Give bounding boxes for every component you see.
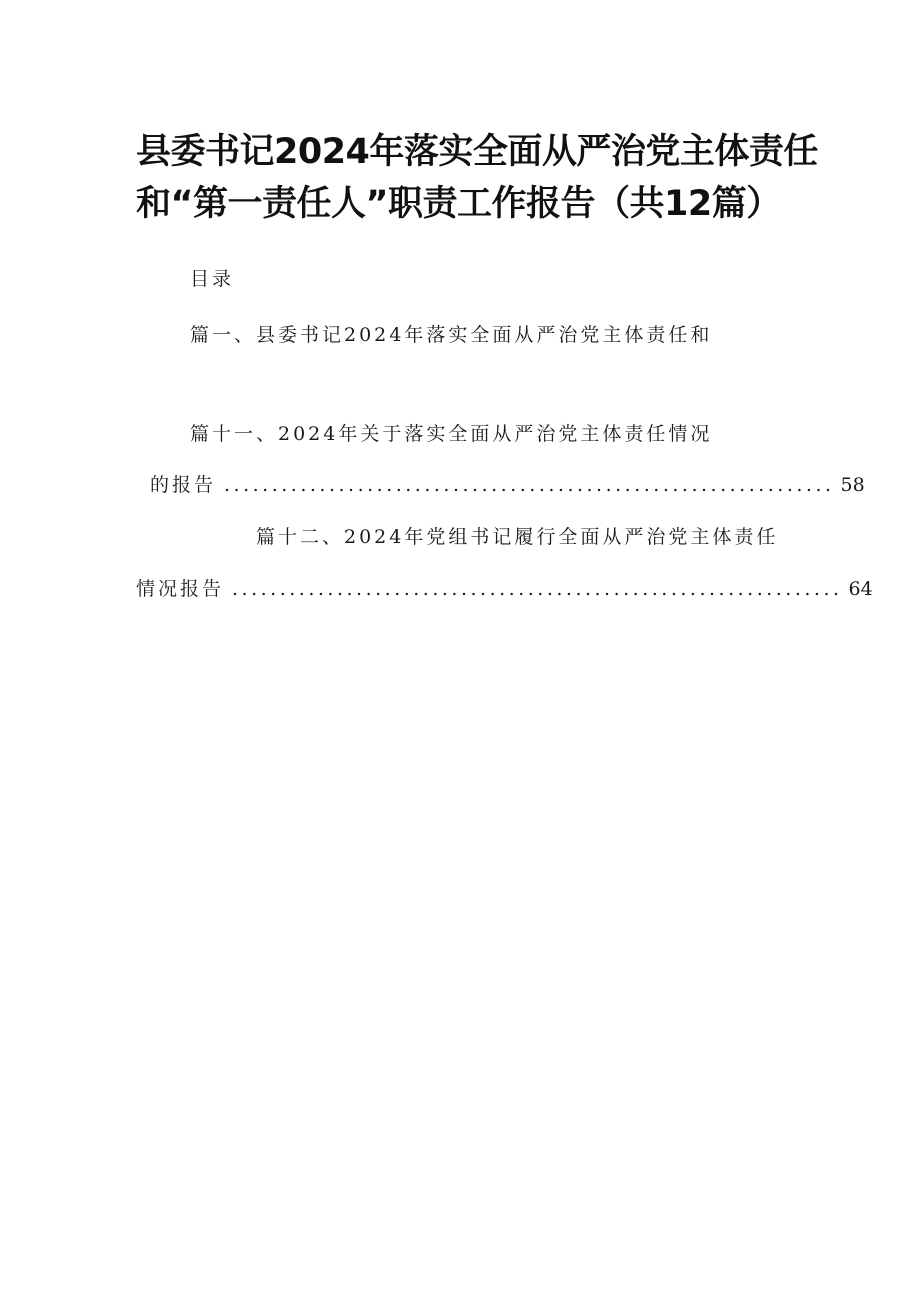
toc-page-number: 58: [840, 474, 865, 496]
title-line-1: 县委书记2024年落实全面从严治党主体责任: [136, 132, 818, 172]
document-title: [136, 126, 816, 230]
toc-leader-dots: ................................................................: [224, 474, 835, 496]
toc-leader-dots: ................................................................: [232, 578, 843, 600]
toc-heading: 目录: [190, 268, 235, 290]
toc-entry-11-row2[interactable]: [150, 470, 865, 497]
toc-entry-11-line2: 的报告: [150, 474, 217, 496]
toc-entry-11-line1[interactable]: 篇十一、2024年关于落实全面从严治党主体责任情况: [190, 423, 713, 445]
toc-entry-12-line1[interactable]: 篇十二、2024年党组书记履行全面从严治党主体责任: [256, 526, 779, 548]
toc-page-number: 64: [848, 578, 873, 600]
toc-entry-1-line1[interactable]: 篇一、县委书记2024年落实全面从严治党主体责任和: [190, 324, 713, 346]
toc-entry-12-line2: 情况报告: [136, 578, 225, 600]
toc-entry-12-row2[interactable]: [136, 574, 873, 601]
title-line-2: 和“第一责任人”职责工作报告（共12篇）: [136, 184, 781, 224]
